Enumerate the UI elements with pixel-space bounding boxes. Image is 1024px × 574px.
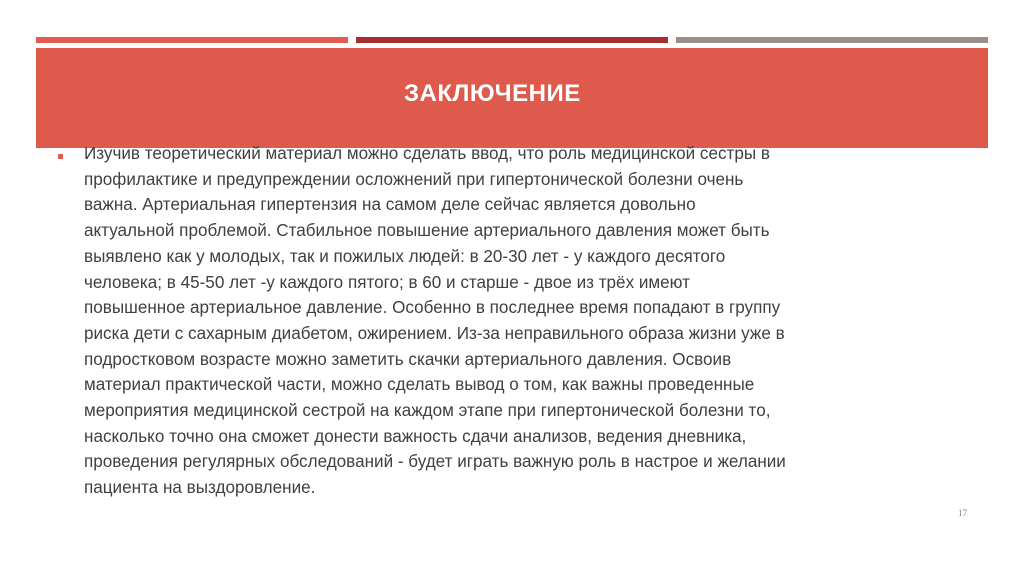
body-paragraph (84, 141, 974, 501)
body-line: риска дети с сахарным диабетом, ожирением. Из-за неправильного образа жизни уже в (84, 323, 785, 343)
slide-title: ЗАКЛЮЧЕНИЕ (404, 80, 581, 107)
decorative-stripe-right (676, 37, 988, 43)
body-line: проведения регулярных обследований - будет играть важную роль в настрое и желании (84, 452, 786, 472)
body-line: человека; в 45-50 лет -у каждого пятого; в 60 и старше - двое из трёх имеют (84, 272, 690, 292)
body-line: подростковом возрасте можно заметить скачки артериального давления. Освоив (84, 349, 732, 369)
body-line: насколько точно она сможет донести важность сдачи анализов, ведения дневника, (84, 426, 747, 446)
body-line: актуальной проблемой. Стабильное повышение артериального давления может быть (84, 221, 770, 241)
decorative-stripe-middle (356, 37, 668, 43)
body-line: повышенное артериальное давление. Особенно в последнее время попадают в группу (84, 298, 781, 318)
body-line: пациента на выздоровление. (84, 478, 316, 498)
body-line: мероприятия медицинской сестрой на каждом этапе при гипертонической болезни то, (84, 401, 771, 421)
decorative-stripe-left (36, 37, 348, 43)
body-line: материал практической части, можно сделать вывод о том, как важны проведенные (84, 375, 755, 395)
body-line: профилактике и предупреждении осложнений при гипертонической болезни очень (84, 169, 744, 189)
body-line: Изучив теоретический материал можно сделать ввод, что роль медицинской сестры в (84, 144, 770, 163)
body-line: важна. Артериальная гипертензия на самом деле сейчас является довольно (84, 195, 696, 215)
body-line: выявлено как у молодых, так и пожилых людей: в 20-30 лет - у каждого десятого (84, 246, 726, 266)
bullet-square-icon (58, 154, 63, 159)
page-number: 17 (958, 508, 967, 518)
